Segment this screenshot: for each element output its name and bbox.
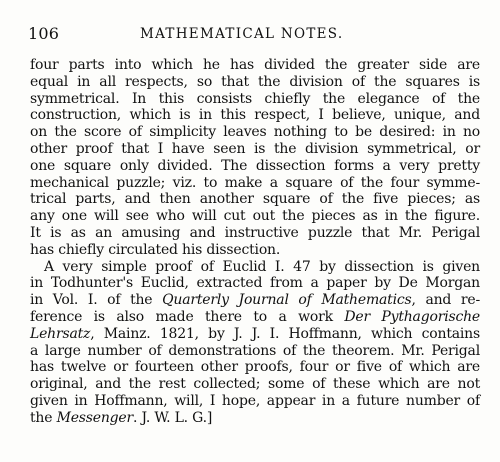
text-run: the [30,409,57,426]
text-line: original, and the rest collected; some of these which are not [30,376,480,393]
text-line: a large number of demonstrations of the theorem. Mr. Perigal [30,342,480,359]
text-run: in Vol. I. of the [30,292,163,309]
text-line: A very simple proof of Euclid I. 47 by dissection is given [44,258,480,275]
page-header [28,24,478,46]
text-line: any one will see who will cut out the pieces as in the figure. [30,208,480,225]
text-run: , Mainz. 1821, by J. J. I. Hoffmann, which contains [90,325,480,342]
text-line: It is as an amusing and instructive puzzle that Mr. Perigal [30,224,480,241]
text-line: in Todhunter's Euclid, extracted from a paper by De Morgan [30,275,480,292]
work-title: Lehrsatz [30,325,91,342]
text-run: ference is also made there to a work [30,308,345,325]
journal-title: Messenger [56,409,134,426]
page-number: 106 [28,24,60,43]
text-line [30,292,480,309]
text-line: one square only divided. The dissection forms a very pretty [30,157,480,174]
text-line: mechanical puzzle; viz. to make a square of the four symme- [30,174,480,191]
text-line: construction, which is in this respect, I believe, unique, and [30,107,480,124]
running-head: MATHEMATICAL NOTES. [140,26,344,42]
paragraph [30,57,480,259]
text-line: has twelve or fourteen other proofs, four or five of which are [30,359,480,376]
text-line [30,326,480,343]
text-line: four parts into which he has divided the greater side are [30,57,480,73]
text-line: symmetrical. In this consists chiefly the elegance of the [30,90,480,107]
text-line: given in Hoffmann, will, I hope, appear in a future number of [30,392,480,409]
text-line: equal in all respects, so that the division of the squares is [30,73,480,90]
journal-title: Quarterly Journal of Mathematics [162,292,412,309]
work-title: Der Pythagorische [344,308,480,325]
text-line [30,309,480,326]
text-line: on the score of simplicity leaves nothing to be desired: in no [30,124,480,141]
text-run: , and re- [411,292,480,309]
text-run: . J. W. L. G.] [133,409,213,426]
text-line: trical parts, and then another square of the five pieces; as [30,191,480,208]
body-text [30,57,480,427]
text-line: has chiefly circulated his dissection. [30,241,281,258]
text-line: other proof that I have seen is the division symmetrical, or [30,140,480,157]
paragraph [30,259,480,427]
text-line [30,410,480,427]
